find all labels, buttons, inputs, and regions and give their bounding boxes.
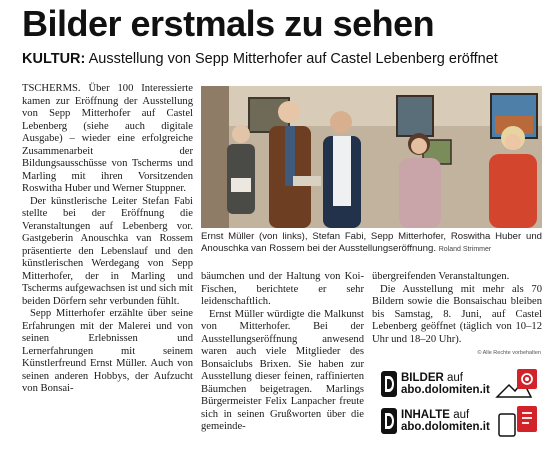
- subheadline: [22, 50, 542, 68]
- paragraph: Der künstlerische Leiter Stefan Fabi stellte bei der Eröffnung die Veranstaltungen auf Lebenberg vor. Gastgeberin Anouschka van Rossem präsentierte den Lebenslauf und den künstlerischen Werdegang von Sepp Mitterhofer, der in Marling und Tscherms aufgewachsen ist und sich mit beiden Dörfern sehr verbunden fühlt.: [22, 195, 193, 307]
- paragraph: Ernst Müller würdigte die Malkunst von Mitterhofer. Bei der Ausstellungseröffnung anwesend waren auch viele Mitglieder des Bonsaiclubs Brixen. Sie haben zur Ausstellung dieser feinen, raffinierten Bäumchen beigetragen. Marlings Bürgermeister Felix Lanpacher freute sich in seinen Grußworten über die gemeinde-: [201, 308, 364, 432]
- photo-credit: Roland Strimmer: [438, 245, 492, 253]
- promo-site[interactable]: abo.dolomiten.it: [401, 384, 490, 396]
- promo-inhalte[interactable]: [381, 404, 539, 438]
- event-photo-illustration: [201, 86, 542, 228]
- dolomiten-d-icon: [381, 407, 397, 435]
- promo-site[interactable]: abo.dolomiten.it: [401, 421, 490, 433]
- caption-text: Ernst Müller (von links), Stefan Fabi, Sepp Mitterhofer, Roswitha Huber und Anouschka van Rossem bei der Ausstellungseröffnung.: [201, 231, 542, 254]
- paragraph: bäumchen und der Haltung von Koi-Fischen, berichtete er sehr leidenschaftlich.: [201, 271, 364, 307]
- paragraph: übergreifenden Veranstaltungen.: [372, 271, 510, 282]
- subheadline-text: Ausstellung von Sepp Mitterhofer auf Castel Lebenberg eröffnet: [88, 51, 498, 67]
- paragraph: Die Ausstellung mit mehr als 70 Bildern sowie die Bonsaischau bleiben bis Samstag, 8. Juni, auf Castel Lebenberg geöffnet (täglich von 10–12 Uhr und 18–20 Uhr).: [372, 283, 542, 345]
- dolomiten-d-icon: [381, 370, 397, 398]
- paragraph: TSCHERMS. Über 100 Interessierte kamen zur Eröffnung der Ausstellung von Sepp Mitterhofer auf Castel Lebenberg (siehe auch digitale Ausgabe) – wieder eine erfolgreiche Zusammenarbeit der Bildungsausschüsse von Tscherms und Marling mit ihren Vorsitzenden Roswitha Huber und Werner Stuppner.: [22, 83, 193, 194]
- kicker: KULTUR:: [22, 51, 86, 67]
- paragraph: Sepp Mitterhofer erzählte über seine Erfahrungen mit der Malerei und von seinen Erlebnissen und Lernerfahrungen mit seinem Künstlerfreund Ernst Müller. Auch von seinen anderen Hobbys, der Aufzucht von Bonsai-: [22, 308, 193, 394]
- photo-gallery-icon: [495, 367, 539, 401]
- article-column-1: [22, 83, 193, 396]
- article-column-3: [372, 271, 542, 346]
- promo-connector: auf: [447, 372, 464, 384]
- promo-keyword: INHALTE: [401, 409, 450, 421]
- devices-icon: [495, 404, 539, 438]
- event-photo: [201, 86, 542, 228]
- promo-bilder[interactable]: [381, 367, 539, 401]
- headline: Bilder erstmals zu sehen: [22, 3, 435, 44]
- photo-caption: [201, 231, 542, 255]
- promo-connector: auf: [453, 409, 470, 421]
- article-column-2: [201, 271, 364, 434]
- promo-keyword: BILDER: [401, 372, 444, 384]
- copyright-notice: © Alle Rechte vorbehalten: [477, 350, 541, 356]
